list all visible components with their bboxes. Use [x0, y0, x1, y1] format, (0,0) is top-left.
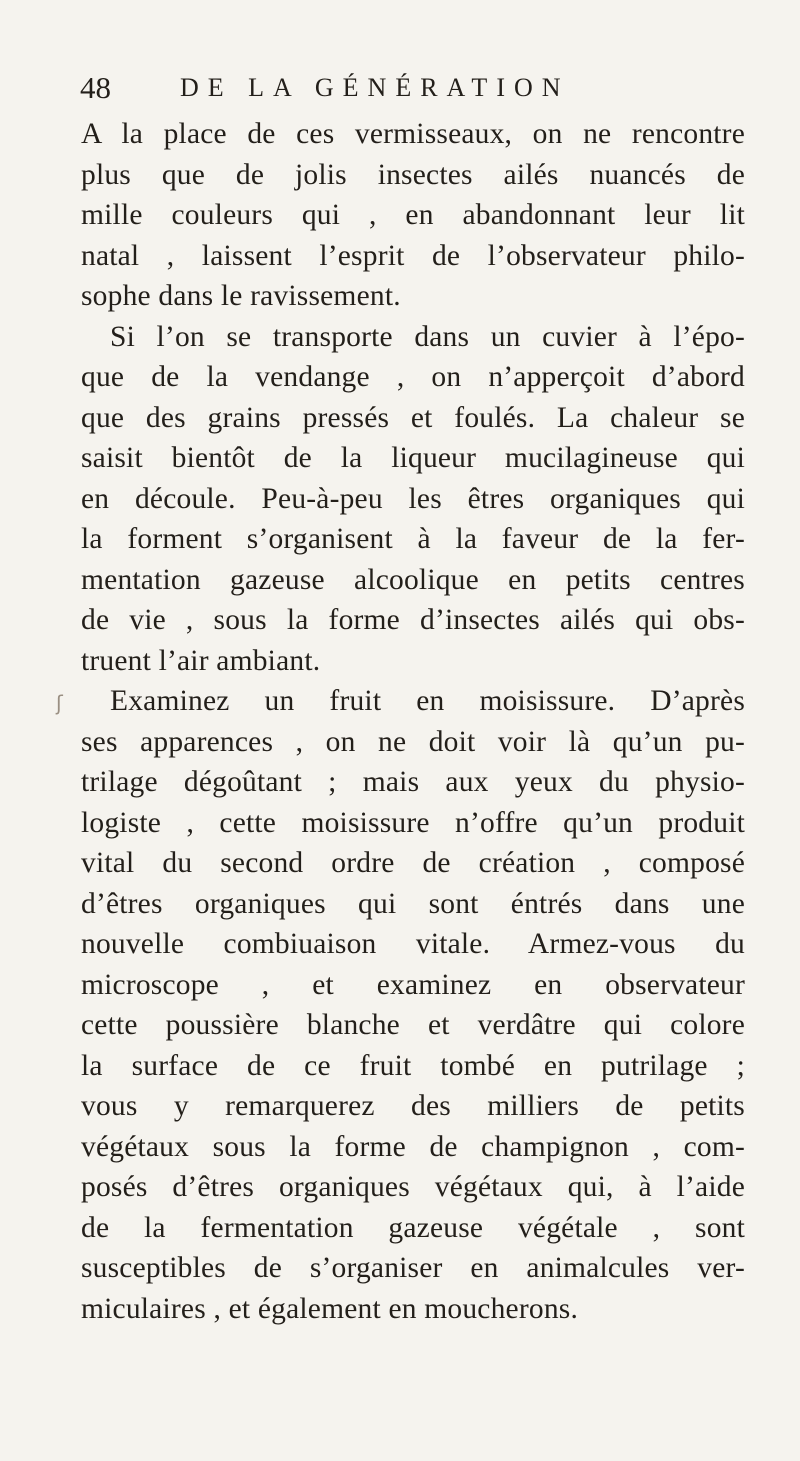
margin-ink-mark: ʃ [56, 691, 63, 715]
text-line: cette poussière blanche et verdâtre qui colore [81, 1009, 745, 1041]
text-line: Si l’on se transporte dans un cuvier à l’épo- [110, 320, 745, 353]
text-line: plus que de jolis insectes ailés nuancés de [81, 158, 745, 191]
text-line: ses apparences , on ne doit voir là qu’un pu- [81, 725, 745, 758]
text-line: microscope , et examinez en observateur [81, 968, 745, 1001]
text-line: natal , laissent l’esprit de l’observateur philo- [81, 239, 745, 272]
text-line: la surface de ce fruit tombé en putrilage ; [81, 1049, 745, 1082]
text-line: que des grains pressés et foulés. La chaleur se [81, 401, 745, 434]
text-line: mille couleurs qui , en abandonnant leur lit [81, 199, 745, 231]
text-line: végétaux sous la forme de champignon , com- [81, 1130, 745, 1163]
text-line: mentation gazeuse alcoolique en petits centres [81, 563, 745, 596]
text-line: Examinez un fruit en moisissure. D’après [110, 685, 745, 717]
text-line: nouvelle combiuaison vitale. Armez-vous du [81, 928, 745, 960]
text-line: la forment s’organisent à la faveur de la fer- [81, 523, 745, 555]
text-line: logiste , cette moisissure n’offre qu’un produit [81, 806, 745, 839]
text-line: vous y remarquerez des milliers de petits [81, 1090, 745, 1122]
text-line: susceptibles de s’organiser en animalcules ver- [81, 1252, 745, 1284]
running-title: DE LA GÉNÉRATION [180, 73, 570, 102]
text-line: miculaires , et également en moucherons. [81, 1292, 579, 1325]
text-line: saisit bientôt de la liqueur mucilagineuse qui [81, 442, 745, 474]
running-head [80, 66, 680, 110]
text-line: d’êtres organiques qui sont éntrés dans une [81, 887, 745, 920]
text-line: vital du second ordre de création , composé [81, 847, 745, 879]
body-text [81, 114, 745, 1329]
text-line: en découle. Peu-à-peu les êtres organiques qui [81, 482, 745, 515]
text-line: A la place de ces vermisseaux, on ne rencontre [81, 118, 745, 150]
text-line: truent l’air ambiant. [81, 644, 321, 677]
page-number: 48 [80, 70, 111, 105]
text-line: sophe dans le ravissement. [81, 280, 401, 312]
text-line: posés d’êtres organiques végétaux qui, à l’aide [81, 1171, 745, 1203]
text-line: trilage dégoûtant ; mais aux yeux du physio- [81, 766, 745, 798]
text-line: que de la vendange , on n’apperçoit d’abord [81, 361, 745, 393]
text-line: de la fermentation gazeuse végétale , sont [81, 1211, 745, 1244]
text-line: de vie , sous la forme d’insectes ailés qui obs- [81, 604, 745, 636]
